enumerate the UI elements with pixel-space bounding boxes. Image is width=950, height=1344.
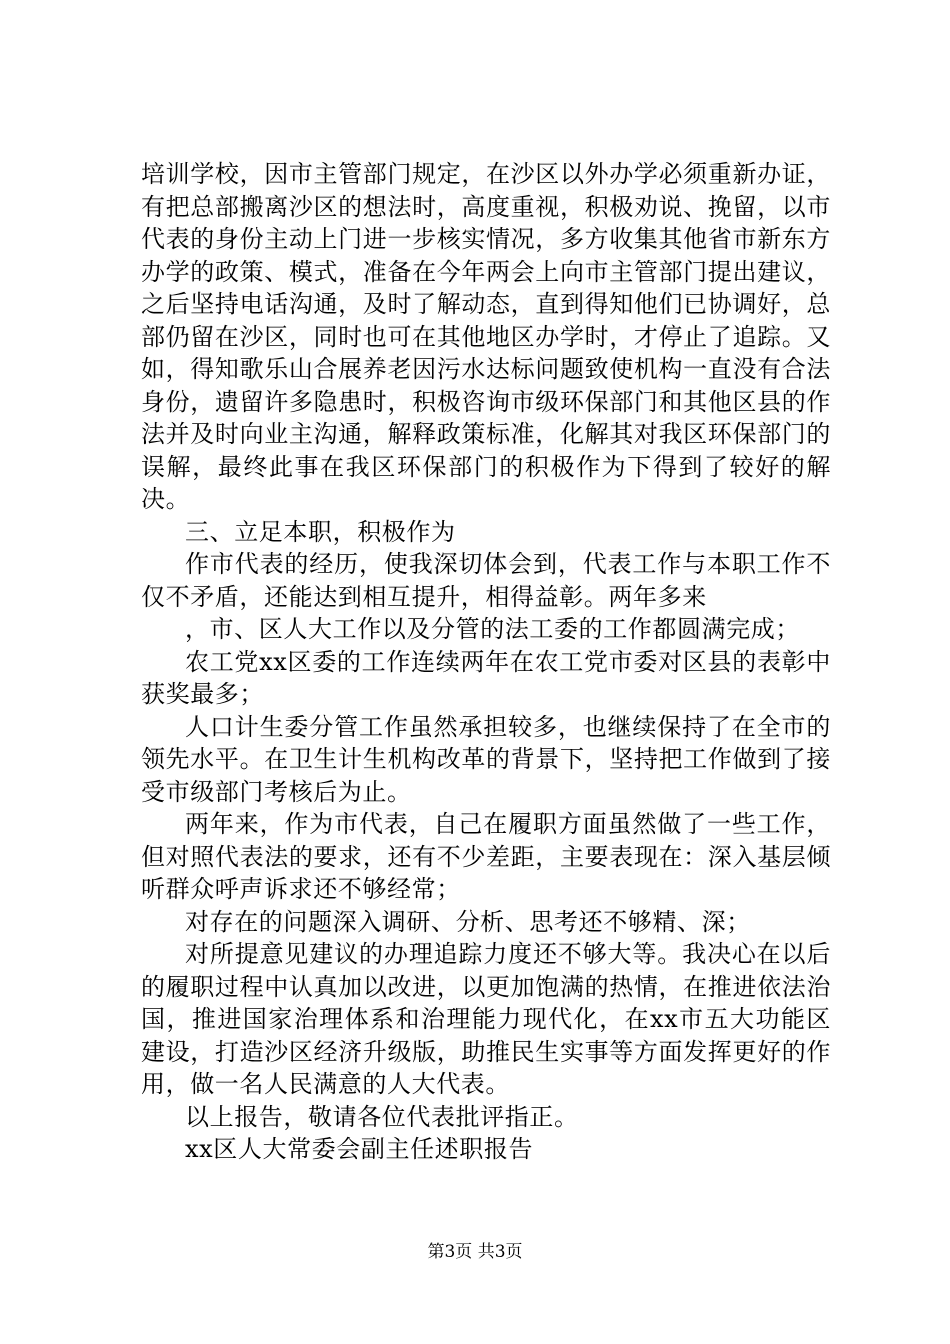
- document-body: [141, 158, 831, 1166]
- paragraph: ，市、区人大工作以及分管的法工委的工作都圆满完成；: [185, 615, 800, 643]
- section-heading: 三、立足本职，积极作为: [185, 517, 456, 546]
- paragraph: 农工党xx区委的工作连续两年在农工党市委对区县的表彰中获奖最多；: [141, 647, 831, 708]
- paragraph: 对所提意见建议的办理追踪力度还不够大等。我决心在以后的履职过程中认真加以改进，以更加饱满的热情，在推进依法治国，推进国家治理体系和治理能力现代化，在xx市五大功能区建设，打造沙区经济升级版，助推民生实事等方面发挥更好的作用，做一名人民满意的人大代表。: [141, 940, 831, 1098]
- closing-paragraph: 以上报告，敬请各位代表批评指正。: [185, 1102, 579, 1131]
- paragraph: 作市代表的经历，使我深切体会到，代表工作与本职工作不仅不矛盾，还能达到相互提升，相得益彰。两年多来: [141, 550, 831, 611]
- paragraph-continuation: 培训学校，因市主管部门规定，在沙区以外办学必须重新办证，有把总部搬离沙区的想法时，高度重视，积极劝说、挽留，以市代表的身份主动上门进一步核实情况，多方收集其他省市新东方办学的政策、模式，准备在今年两会上向市主管部门提出建议，之后坚持电话沟通，及时了解动态，直到得知他们已协调好，总部仍留在沙区，同时也可在其他地区办学时，才停止了追踪。又如，得知歌乐山合展养老因污水达标问题致使机构一直没有合法身份，遗留许多隐患时，积极咨询市级环保部门和其他区县的作法并及时向业主沟通，解释政策标准，化解其对我区环保部门的误解，最终此事在我区环保部门的积极作为下得到了较好的解决。: [141, 160, 831, 513]
- paragraph: 两年来，作为市代表，自己在履职方面虽然做了一些工作，但对照代表法的要求，还有不少差距，主要表现在：深入基层倾听群众呼声诉求还不够经常；: [141, 810, 831, 903]
- paragraph: 人口计生委分管工作虽然承担较多，也继续保持了在全市的领先水平。在卫生计生机构改革的背景下，坚持把工作做到了接受市级部门考核后为止。: [141, 712, 831, 806]
- document-title-line: xx区人大常委会副主任述职报告: [185, 1135, 534, 1163]
- paragraph: 对存在的问题深入调研、分析、思考还不够精、深；: [185, 907, 751, 936]
- page-number-footer: 第3页 共3页: [427, 1242, 523, 1262]
